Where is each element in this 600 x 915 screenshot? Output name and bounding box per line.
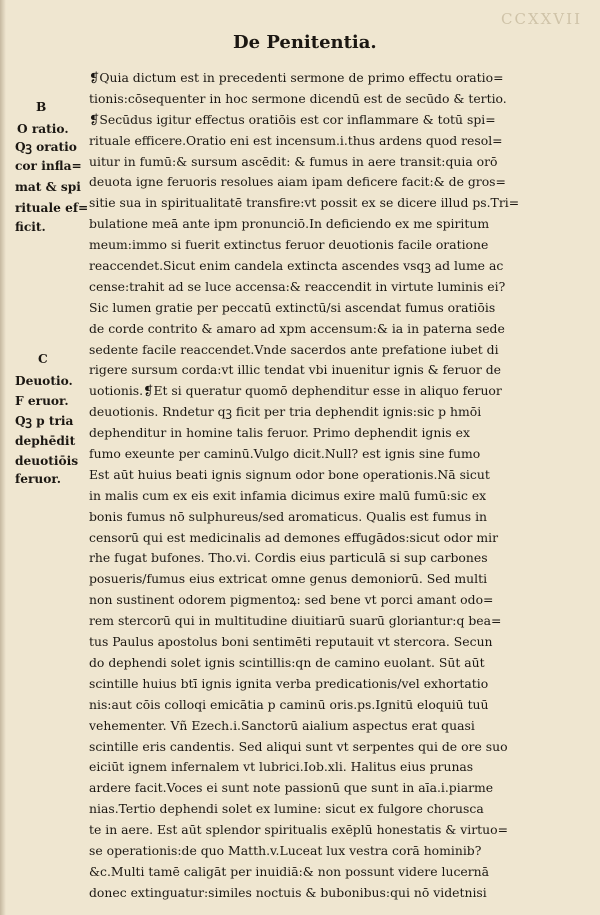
text-line: scintille huius btī ignis ignita verba predicationis/vel exhortatio	[89, 675, 489, 691]
page-edge-shadow	[0, 0, 6, 915]
margin-note-cor-inflammat: cor infla=	[15, 159, 82, 173]
text-line: de corde contrito & amaro ad xpm accensum:& ia in paterna sede	[89, 320, 505, 336]
text-line: cense:trahit ad se luce accensa:& reaccendit in virtute luminis ei?	[89, 278, 506, 294]
text-line: bonis fumus nō sulphureus/sed aromaticus. Qualis est fumus in	[89, 508, 488, 524]
text-line: donec extinguatur:similes noctuis & bubonibus:qui nō videtnisi	[89, 884, 487, 900]
text-line: sitie sua in spiritualitatē transfire:vt possit ex se dicere illud ps.Tri=	[89, 195, 520, 211]
margin-note-rituale: rituale ef=	[15, 201, 89, 215]
text-line: censorū qui est medicinalis ad demones effugādos:sicut odor mir	[89, 529, 499, 545]
text-line: rhe fugat bufones. Tho.vi. Cordis eius particulā si sup carbones	[89, 550, 488, 566]
margin-note-feruor-2: feruor.	[15, 472, 61, 486]
text-line: nis:aut cōis colloqi emicātia p caminū oris.ps.Ignitū eloquiū tuū	[89, 696, 489, 712]
text-line: reaccendet.Sicut enim candela extincta ascendes vsqꝫ ad lume ac	[89, 258, 504, 274]
text-line: posueris/fumus eius extricat omne genus demoniorū. Sed multi	[89, 571, 488, 587]
bleed-through-text: CCXXVII	[501, 10, 582, 28]
text-line: Est aūt huius beati ignis signum odor bone operationis.Nā sicut	[89, 466, 490, 482]
text-line: deuotionis. Rndetur qꝫ ficit per tria dephendit ignis:sic p hmōi	[89, 404, 482, 420]
text-line: vehementer. Vñ Ezech.i.Sanctorū aialium aspectus erat quasi	[89, 717, 475, 733]
text-line: ardere facit.Voces ei sunt note passionū que sunt in aīa.i.piarme	[89, 780, 494, 796]
margin-note-dephendit: dephēdit	[15, 434, 76, 448]
text-line: non sustinent odorem pigmentoꝝ: sed bene vt porci amant odo=	[89, 592, 494, 608]
text-line: Sic lumen gratie per peccatū extinctū/si ascendat fumus oratiōis	[89, 299, 496, 315]
text-line: tionis:cōsequenter in hoc sermone dicendū est de secūdo & tertio.	[89, 90, 507, 106]
margin-note-quomodo-oratio: Qꝫ oratio	[15, 140, 77, 154]
text-line: eiciūt ignem infernalem vt lubrici.Iob.xli. Halitus eius prunas	[89, 759, 474, 775]
margin-note-deuotiois: deuotiōis	[15, 454, 79, 468]
text-line: sedente facile reaccendet.Vnde sacerdos ante prefatione iubet di	[89, 341, 499, 357]
text-line: meum:immo si fuerit extinctus feruor deuotionis facile oratione	[89, 237, 489, 253]
margin-note-mat-spi: mat & spi	[15, 180, 81, 194]
text-line: ❡Secūdus igitur effectus oratiōis est cor inflammare & totū spi=	[89, 111, 496, 127]
text-line: tus Paulus apostolus boni sentimēti reputauit vt stercora. Secun	[89, 634, 493, 650]
text-line: fumo exeunte per caminū.Vulgo dicit.Null? est ignis sine fumo	[89, 446, 481, 462]
text-line: in malis cum ex eis exit infamia dicimus exire malū fumū:sic ex	[89, 487, 487, 503]
body-text-column	[89, 68, 555, 904]
text-line: nias.Tertio dephendi solet ex lumine: sicut ex fulgore chorusca	[89, 801, 484, 817]
text-line: te in aere. Est aūt splendor spiritualis exēplū honestatis & virtuo=	[89, 822, 508, 838]
text-line: &c.Multi tamē caligāt per inuidiā:& non possunt videre lucernā	[89, 863, 490, 879]
text-line: rigere sursum corda:vt illic tendat vbi inuenitur ignis & feruor de	[89, 362, 501, 378]
text-line: deuota igne feruoris resolues aiam ipam deficere facit:& de gros=	[89, 174, 506, 190]
margin-note-ficit: ficit.	[15, 220, 46, 234]
text-line: bulatione meā ante ipm pronunciō.In deficiendo ex me spiritum	[89, 216, 490, 232]
margin-note-c: C	[38, 352, 48, 366]
text-line: do dephendi solet ignis scintillis:qn de camino euolant. Sūt aūt	[89, 654, 485, 670]
margin-note-feruor-1: F eruor.	[15, 394, 69, 408]
margin-note-qp-tria: Qꝫ p tria	[15, 414, 74, 428]
text-line: uitur in fumū:& sursum ascēdit: & fumus in aere transit:quia orō	[89, 153, 498, 169]
text-line: dephenditur in homine talis feruor. Primo dephendit ignis ex	[89, 425, 470, 441]
text-line: rituale efficere.Oratio eni est incensum.i.thus ardens quod resol=	[89, 132, 503, 148]
margin-note-oratio: O ratio.	[17, 122, 69, 136]
text-line: scintille eris candentis. Sed aliqui sunt vt serpentes qui de ore suo	[89, 738, 508, 754]
margin-note-b: B	[36, 100, 47, 114]
text-line: uotionis.❡Et si queratur quomō dephenditur esse in aliquo feruor	[89, 383, 502, 399]
running-header: De Penitentia.	[233, 32, 377, 53]
margin-note-deuotio: Deuotio.	[15, 374, 73, 388]
text-line: ❡Quia dictum est in precedenti sermone de primo effectu oratio=	[89, 70, 504, 85]
text-line: se operationis:de quo Matth.v.Luceat lux vestra corā hominib?	[89, 842, 482, 858]
text-line: rem stercorū qui in multitudine diuitiarū suarū gloriantur:q bea=	[89, 613, 502, 629]
